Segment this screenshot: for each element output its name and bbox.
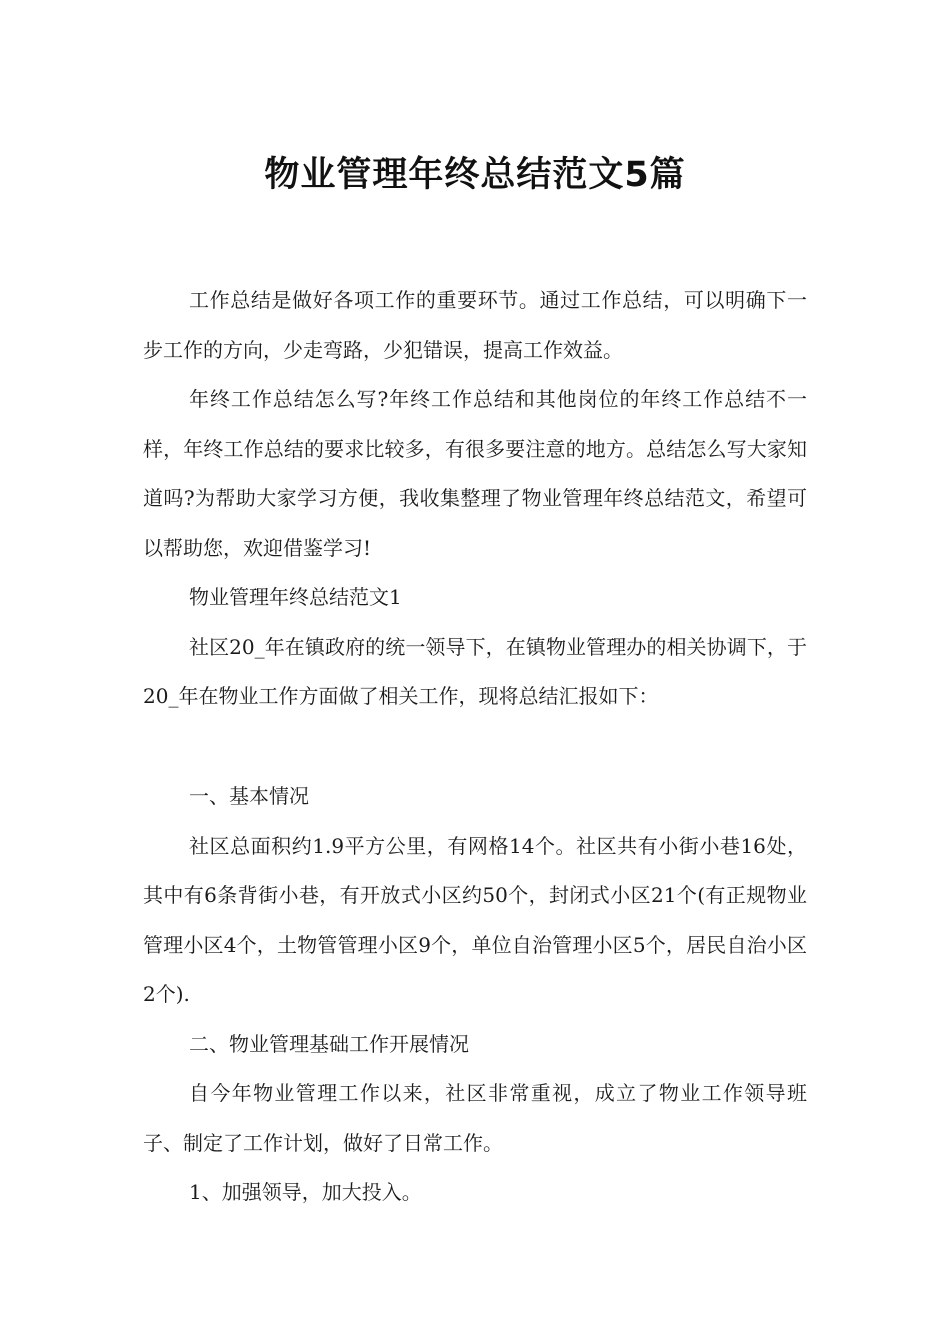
section-heading-basic-work: 二、物业管理基础工作开展情况 bbox=[189, 1031, 469, 1056]
document-title: 物业管理年终总结范文5篇 bbox=[264, 155, 686, 196]
community-summary-paragraph: 社区20_年在镇政府的统一领导下，在镇物业管理办的相关协调下，于20_年在物业工作方面做了相关工作，现将总结汇报如下： bbox=[143, 634, 807, 708]
sample-heading: 物业管理年终总结范文1 bbox=[189, 585, 402, 609]
intro-section bbox=[143, 276, 807, 722]
report-body-section bbox=[143, 772, 807, 1218]
basic-work-paragraph: 自今年物业管理工作以来，社区非常重视，成立了物业工作领导班子、制定了工作计划，做好了日常工作。 bbox=[143, 1081, 807, 1155]
intro-paragraph: 工作总结是做好各项工作的重要环节。通过工作总结，可以明确下一步工作的方向，少走弯路，少犯错误，提高工作效益。 bbox=[143, 288, 807, 362]
list-item-leadership: 1、加强领导，加大投入。 bbox=[189, 1180, 422, 1204]
basic-info-paragraph: 社区总面积约1.9平方公里，有网格14个。社区共有小街小巷16处，其中有6条背街小巷，有开放式小区约50个，封闭式小区21个(有正规物业管理小区4个，土物管管理小区9个，单位自治管理小区5个，居民自治小区2个). bbox=[143, 833, 807, 1006]
section-heading-basic-info: 一、基本情况 bbox=[189, 784, 309, 808]
writing-guide-paragraph: 年终工作总结怎么写?年终工作总结和其他岗位的年终工作总结不一样，年终工作总结的要求比较多，有很多要注意的地方。总结怎么写大家知道吗?为帮助大家学习方便，我收集整理了物业管理年终总结范文，希望可以帮助您，欢迎借鉴学习! bbox=[143, 387, 807, 560]
